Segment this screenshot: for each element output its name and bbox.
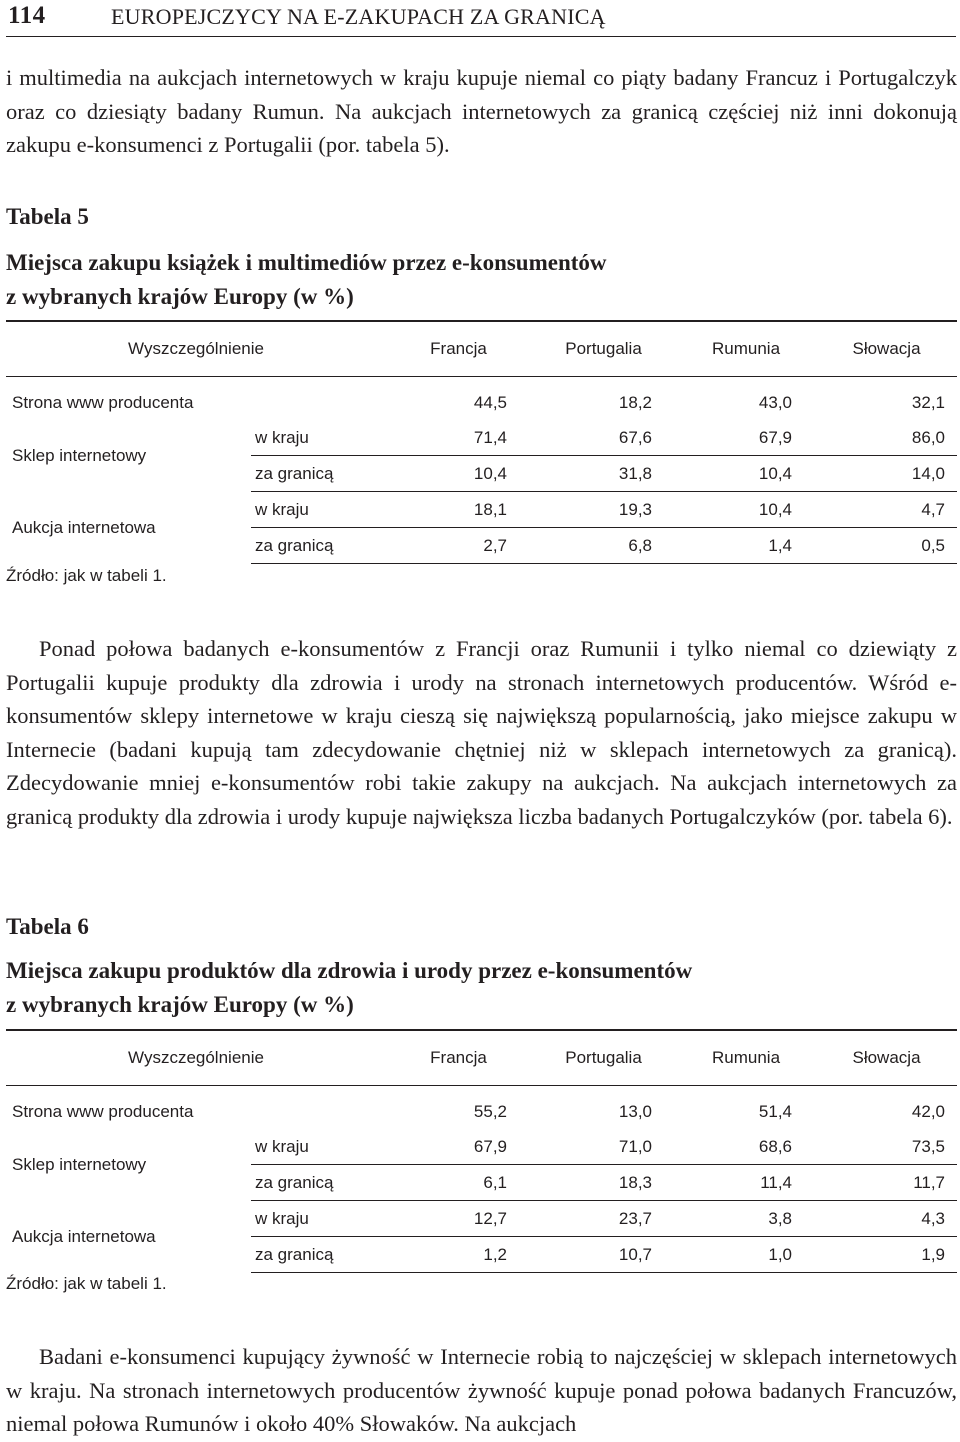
cell-portugalia: 31,8 <box>531 456 676 492</box>
table-5-title <box>6 246 906 314</box>
cell-rumunia: 3,8 <box>676 1201 816 1237</box>
row-sublabel: w kraju <box>251 1129 386 1165</box>
header-specification: Wyszczególnienie <box>6 1030 386 1086</box>
cell-francja: 2,7 <box>386 528 531 564</box>
row-sublabel: w kraju <box>251 1201 386 1237</box>
row-group-label: Aukcja internetowa <box>12 1226 156 1246</box>
running-title: EUROPEJCZYCY NA E-ZAKUPACH ZA GRANICĄ <box>111 4 606 29</box>
header-slowacja: Słowacja <box>816 1030 957 1086</box>
table-5-title-line-1: Miejsca zakupu książek i multimediów przez e-konsumentów <box>6 250 607 275</box>
table-header-row <box>6 321 957 377</box>
header-rumunia: Rumunia <box>676 321 816 377</box>
cell-rumunia: 10,4 <box>676 492 816 528</box>
cell-rumunia: 68,6 <box>676 1129 816 1165</box>
row-label: Strona www producenta <box>12 392 194 412</box>
paragraph-1: i multimedia na aukcjach internetowych w kraju kupuje niemal co piąty badany Francuz i Portugalczyk oraz co dziesiąty badany Rumun. Na aukcjach internetowych za granicą częściej niż inni dokonują zakupu e-konsumenci z Portugalii (por. tabela 5). <box>6 65 957 157</box>
table-6-number: Tabela 6 <box>6 914 89 939</box>
cell-portugalia: 10,7 <box>531 1237 676 1273</box>
header-portugalia: Portugalia <box>531 321 676 377</box>
cell-slowacja: 14,0 <box>816 456 957 492</box>
row-group-label: Aukcja internetowa <box>12 517 156 537</box>
table-row <box>6 420 957 456</box>
cell-rumunia: 10,4 <box>676 456 816 492</box>
table-5-title-line-2: z wybranych krajów Europy (w %) <box>6 284 354 309</box>
row-sublabel: w kraju <box>251 492 386 528</box>
row-sublabel: w kraju <box>251 420 386 456</box>
table-5-source: Źródło: jak w tabeli 1. <box>6 566 167 585</box>
table-row <box>6 1129 957 1165</box>
cell-portugalia: 19,3 <box>531 492 676 528</box>
cell-francja: 44,5 <box>473 392 508 412</box>
table-5-number: Tabela 5 <box>6 204 89 229</box>
cell-portugalia: 13,0 <box>618 1101 653 1121</box>
table-row <box>6 1201 957 1237</box>
cell-rumunia: 43,0 <box>758 392 793 412</box>
cell-francja: 1,2 <box>386 1237 531 1273</box>
table-6-title <box>6 954 906 1022</box>
page-header <box>6 0 956 38</box>
paragraph-2-text: Ponad połowa badanych e-konsumentów z Francji oraz Rumunii i tylko niemal co dziewiąty z Portugalii kupuje produkty dla zdrowia i urody na stronach internetowych producentów. Wśród e-konsumentów sklepy internetowe w kraju cieszą się największą popularnością, jako miejsce zakupu w Internecie (badani kupują tam zdecydowanie chętniej niż w sklepach internetowych za granicą). Zdecydowanie mniej e-konsumentów robi takie zakupy na aukcjach. Na aukcjach internetowych za granicą produkty dla zdrowia i urody kupuje największa liczba badanych Portugalczyków (por. tabela 6). <box>6 636 957 829</box>
cell-francja: 10,4 <box>386 456 531 492</box>
paragraph-3 <box>6 1340 957 1441</box>
cell-slowacja: 73,5 <box>816 1129 957 1165</box>
page-number: 114 <box>8 2 46 29</box>
row-sublabel: za granicą <box>251 1165 386 1201</box>
header-specification: Wyszczególnienie <box>6 321 386 377</box>
cell-francja: 6,1 <box>386 1165 531 1201</box>
header-francja: Francja <box>386 321 531 377</box>
row-sublabel: za granicą <box>251 528 386 564</box>
cell-portugalia: 18,3 <box>531 1165 676 1201</box>
cell-rumunia: 1,4 <box>676 528 816 564</box>
header-slowacja: Słowacja <box>816 321 957 377</box>
cell-francja: 12,7 <box>386 1201 531 1237</box>
row-group-label: Sklep internetowy <box>12 1154 147 1174</box>
cell-portugalia: 18,2 <box>618 392 653 412</box>
cell-slowacja: 0,5 <box>816 528 957 564</box>
cell-rumunia: 11,4 <box>676 1165 816 1201</box>
cell-slowacja: 42,0 <box>911 1101 946 1121</box>
cell-slowacja: 86,0 <box>816 420 957 456</box>
paragraph-3-text: Badani e-konsumenci kupujący żywność w Internecie robią to najczęściej w sklepach internetowych w kraju. Na stronach internetowych producentów żywność kupuje ponad połowa badanych Francuzów, niemal połowa Rumunów i około 40% Słowaków. Na aukcjach <box>6 1344 957 1436</box>
table-5 <box>6 320 957 564</box>
cell-portugalia: 67,6 <box>531 420 676 456</box>
cell-portugalia: 23,7 <box>531 1201 676 1237</box>
cell-portugalia: 71,0 <box>531 1129 676 1165</box>
paragraph-2 <box>6 632 957 833</box>
table-row <box>6 1086 957 1130</box>
row-sublabel: za granicą <box>251 456 386 492</box>
header-portugalia: Portugalia <box>531 1030 676 1086</box>
cell-slowacja: 11,7 <box>816 1165 957 1201</box>
table-6-title-line-1: Miejsca zakupu produktów dla zdrowia i urody przez e-konsumentów <box>6 958 693 983</box>
cell-slowacja: 4,7 <box>816 492 957 528</box>
table-6-source: Źródło: jak w tabeli 1. <box>6 1274 167 1293</box>
table-6 <box>6 1029 957 1273</box>
cell-portugalia: 6,8 <box>531 528 676 564</box>
cell-francja: 67,9 <box>386 1129 531 1165</box>
header-rumunia: Rumunia <box>676 1030 816 1086</box>
cell-francja: 55,2 <box>473 1101 508 1121</box>
table-row <box>6 492 957 528</box>
cell-slowacja: 4,3 <box>816 1201 957 1237</box>
header-rule <box>6 36 956 37</box>
cell-slowacja: 32,1 <box>911 392 946 412</box>
cell-francja: 18,1 <box>386 492 531 528</box>
row-label: Strona www producenta <box>12 1101 194 1121</box>
table-header-row <box>6 1030 957 1086</box>
header-francja: Francja <box>386 1030 531 1086</box>
cell-rumunia: 1,0 <box>676 1237 816 1273</box>
cell-rumunia: 51,4 <box>758 1101 793 1121</box>
row-sublabel: za granicą <box>251 1237 386 1273</box>
cell-francja: 71,4 <box>386 420 531 456</box>
row-group-label: Sklep internetowy <box>12 445 147 465</box>
cell-slowacja: 1,9 <box>816 1237 957 1273</box>
table-row <box>6 377 957 421</box>
cell-rumunia: 67,9 <box>676 420 816 456</box>
table-6-title-line-2: z wybranych krajów Europy (w %) <box>6 992 354 1017</box>
